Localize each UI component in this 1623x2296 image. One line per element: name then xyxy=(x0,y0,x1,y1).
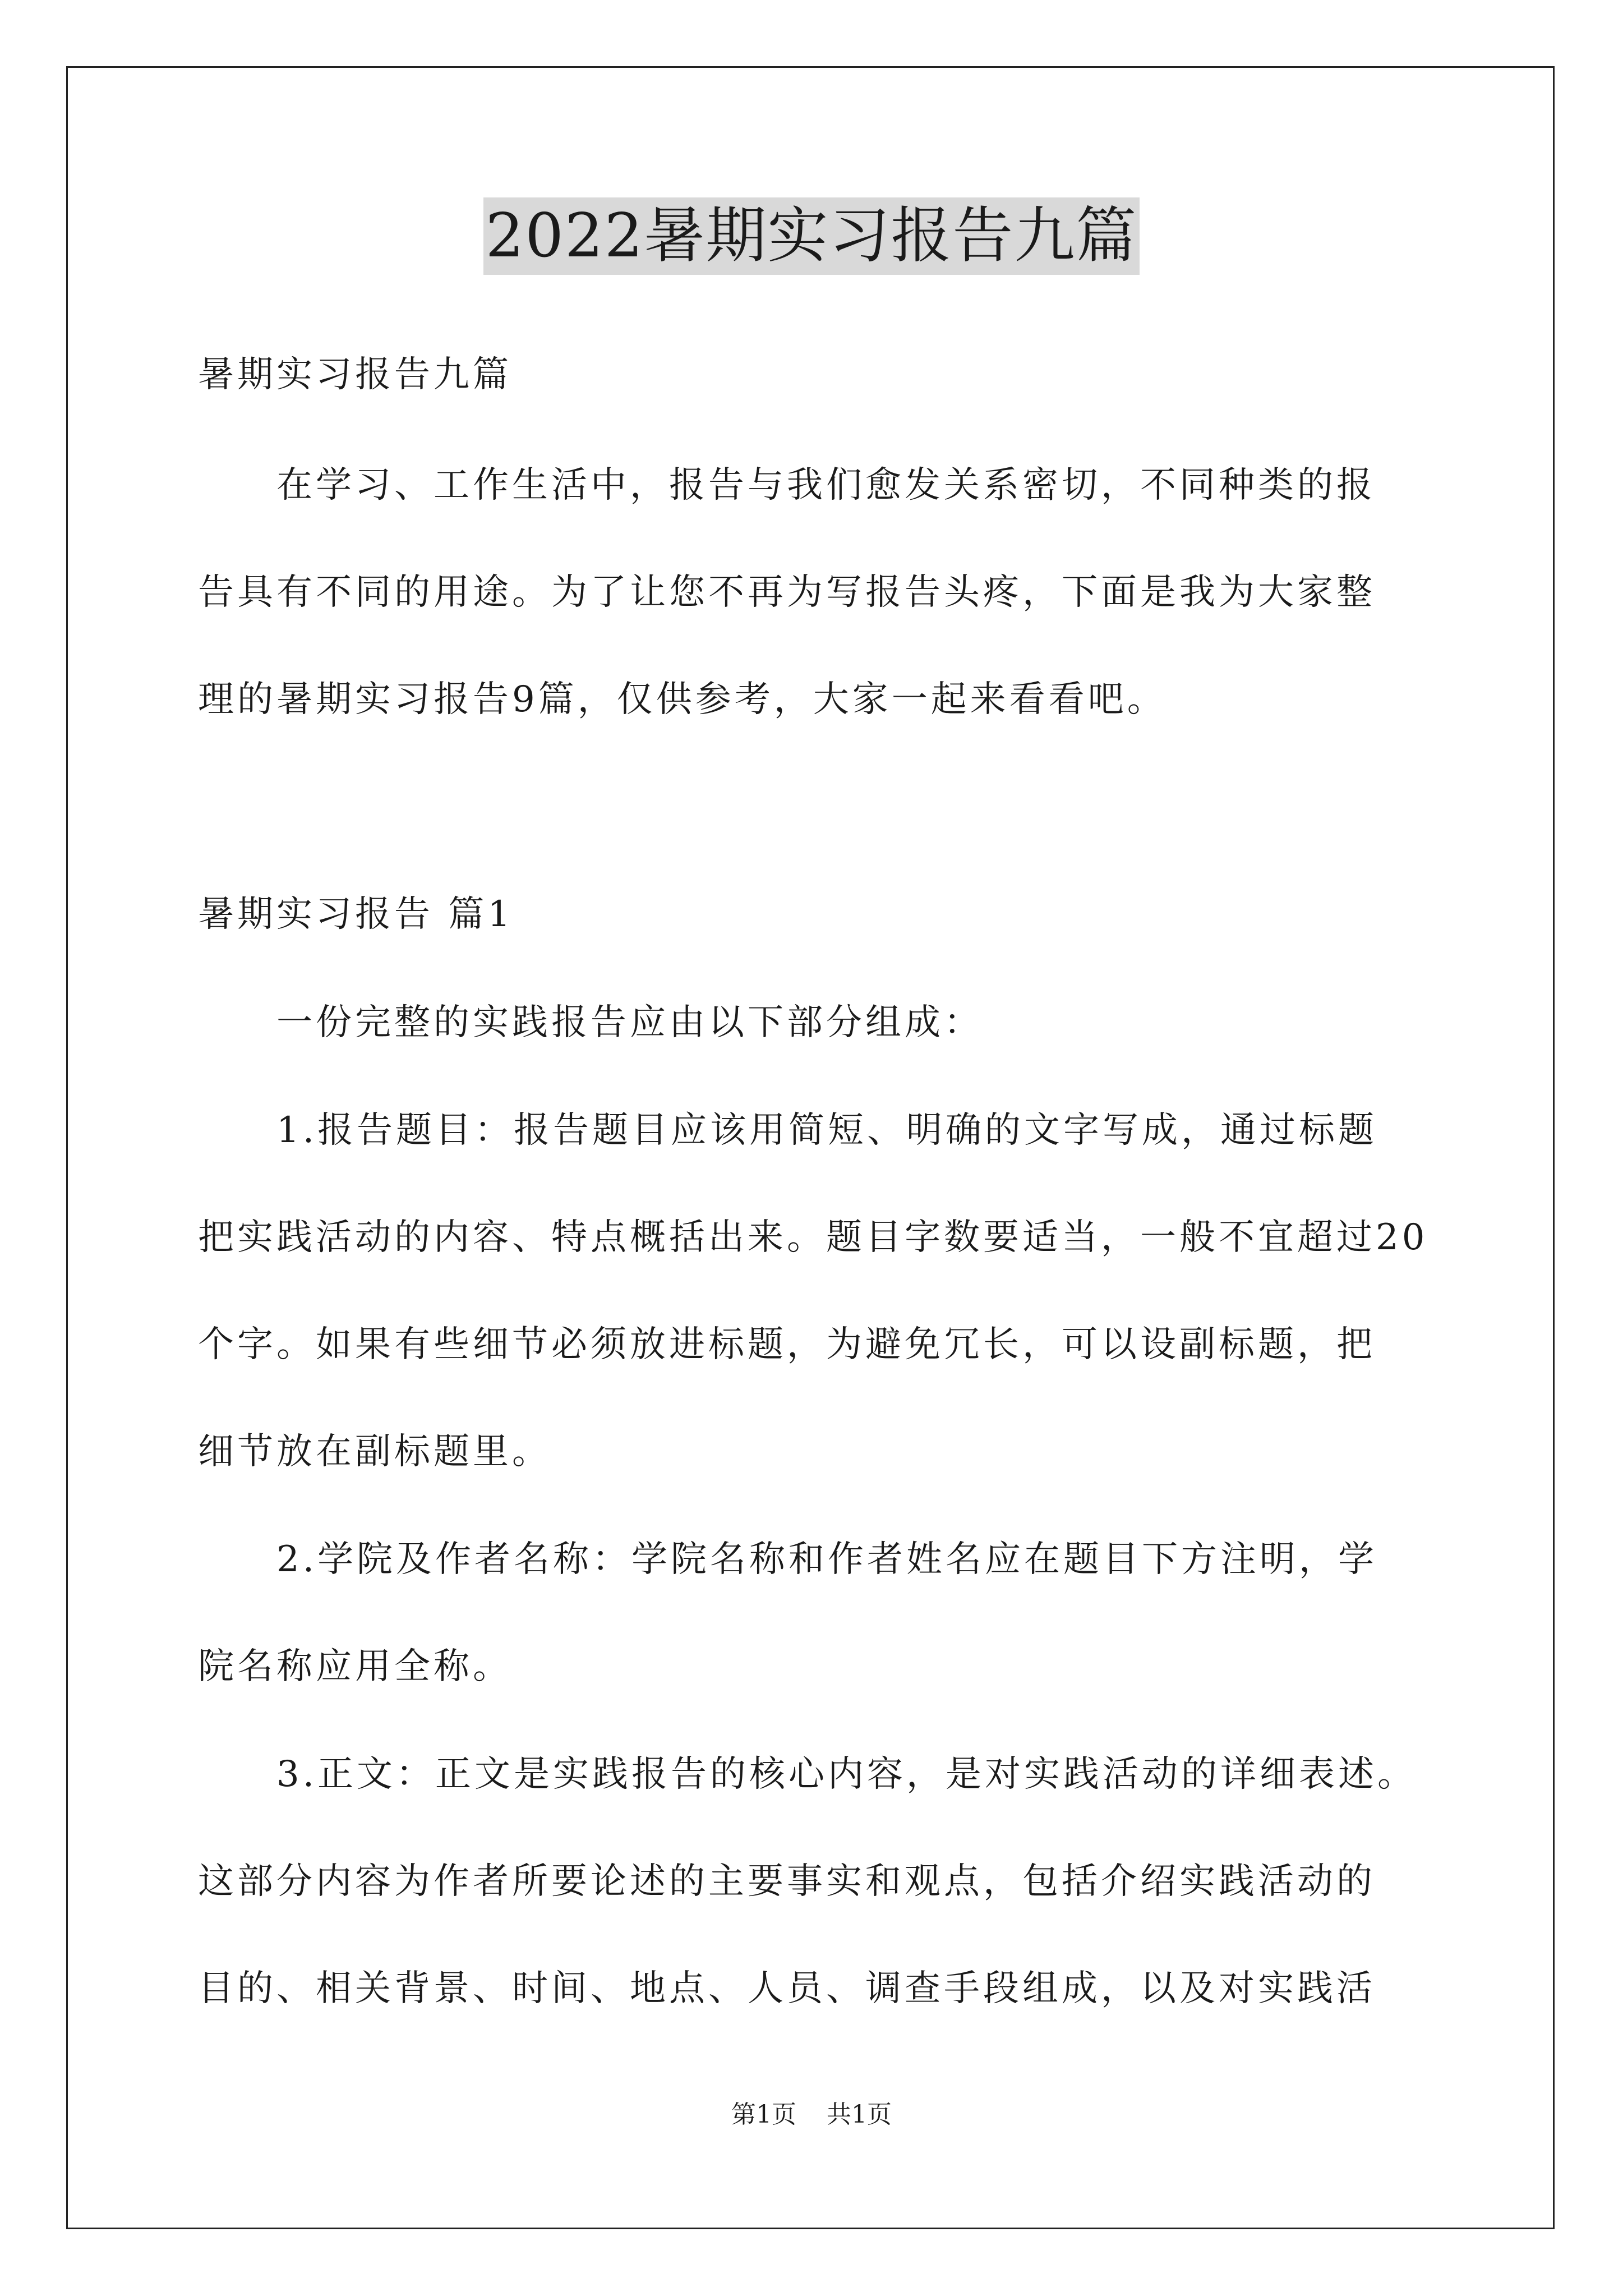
document-title: 2022暑期实习报告九篇 xyxy=(483,197,1140,275)
body-line: 理的暑期实习报告9篇，仅供参考，大家一起来看看吧。 xyxy=(198,679,1166,720)
body-line: 2.学院及作者名称：学院名称和作者姓名应在题目下方注明，学 xyxy=(276,1539,1378,1580)
body-line: 这部分内容为作者所要论述的主要事实和观点，包括介绍实践活动的 xyxy=(198,1861,1376,1902)
page-number-current: 第1页 xyxy=(731,2100,796,2129)
body-line: 把实践活动的内容、特点概括出来。题目字数要适当，一般不宜超过20 xyxy=(198,1217,1428,1258)
body-line: 告具有不同的用途。为了让您不再为写报告头疼，下面是我为大家整 xyxy=(198,572,1376,613)
body-line: 一份完整的实践报告应由以下部分组成： xyxy=(276,1002,983,1043)
title-container xyxy=(0,197,1623,275)
body-line: 个字。如果有些细节必须放进标题，为避免冗长，可以设副标题，把 xyxy=(198,1324,1376,1365)
page-number-total: 共1页 xyxy=(827,2100,892,2129)
body-line: 院名称应用全称。 xyxy=(198,1646,512,1687)
body-line: 目的、相关背景、时间、地点、人员、调查手段组成，以及对实践活 xyxy=(198,1968,1376,2009)
body-line: 在学习、工作生活中，报告与我们愈发关系密切，不同种类的报 xyxy=(276,464,1376,506)
body-line: 3.正文：正文是实践报告的核心内容，是对实践活动的详细表述。 xyxy=(276,1754,1417,1795)
subtitle-line: 暑期实习报告九篇 xyxy=(198,354,512,395)
page-footer xyxy=(0,2098,1623,2132)
body-line: 细节放在副标题里。 xyxy=(198,1431,551,1473)
body-line: 1.报告题目：报告题目应该用简短、明确的文字写成，通过标题 xyxy=(276,1110,1378,1151)
section-heading: 暑期实习报告 篇1 xyxy=(198,894,514,935)
